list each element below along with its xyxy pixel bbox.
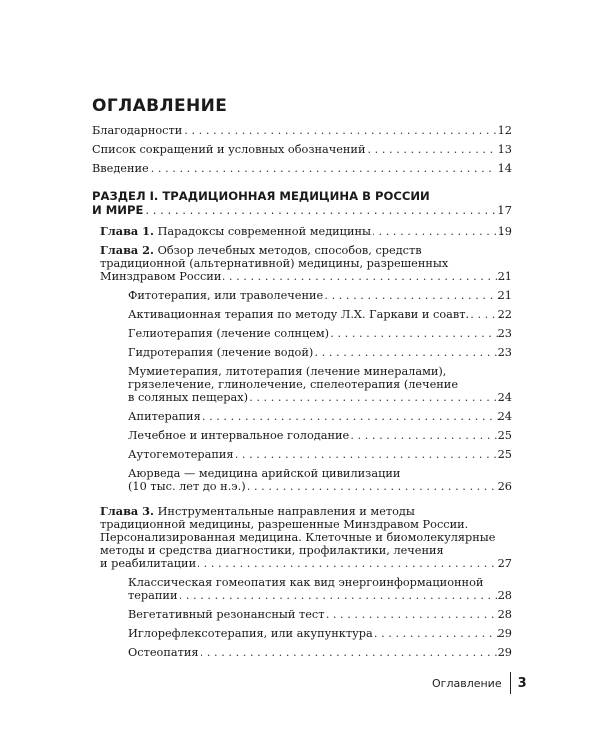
item-line3: в соляных пещерах) bbox=[128, 391, 249, 404]
toc-item-acupuncture[interactable] bbox=[92, 627, 512, 640]
chapter-prefix: Глава 3. bbox=[100, 504, 154, 518]
entry-page: 12 bbox=[497, 124, 512, 137]
toc-item-activation-therapy[interactable] bbox=[92, 308, 512, 321]
item-page: 29 bbox=[497, 646, 512, 659]
section-page: 17 bbox=[497, 203, 512, 217]
item-line2: терапии bbox=[128, 589, 178, 602]
toc-item-osteopathy[interactable] bbox=[92, 646, 512, 659]
item-label: Аутогемотерапия bbox=[128, 448, 234, 461]
item-label: Остеопатия bbox=[128, 646, 199, 659]
entry-label: Благодарности bbox=[92, 124, 183, 137]
item-line1: Аюрведа — медицина арийской цивилизации bbox=[128, 467, 401, 480]
entry-page: 13 bbox=[497, 143, 512, 156]
item-page: 24 bbox=[497, 391, 512, 404]
toc-item-autohemotherapy[interactable] bbox=[92, 448, 512, 461]
toc-chapter-3[interactable]: Глава 3. Инструментальные направления и методы традиционной медицины, разрешенные Минздравом России. Персонализированная медицина. Клеточные и биомолекулярные методы и средства диагностики, профилактики, лечения и реабилитации . . . 27 bbox=[92, 505, 512, 570]
chapter-line3: Персонализированная медицина. Клеточные и биомолекулярные bbox=[100, 531, 496, 544]
item-page: 29 bbox=[497, 627, 512, 640]
chapter-line1: Обзор лечебных методов, способов, средств bbox=[157, 244, 422, 257]
toc-chapter-2[interactable]: Глава 2. Обзор лечебных методов, способов, средств традиционной (альтернативной) медицины, разрешенных Минздравом России . . . 21 bbox=[92, 244, 512, 283]
item-label: Активационная терапия по методу Л.Х. Гаркави и соавт. bbox=[128, 308, 470, 321]
item-page: 28 bbox=[497, 589, 512, 602]
toc-item-vegetative-test[interactable] bbox=[92, 608, 512, 621]
item-label: Иглорефлексотерапия, или акупунктура bbox=[128, 627, 373, 640]
chapter-line2: традиционной медицины, разрешенные Минздравом России. bbox=[100, 518, 469, 531]
footer-divider bbox=[510, 672, 511, 694]
section-title-line2: И МИРЕ bbox=[92, 203, 144, 217]
item-label: Фитотерапия, или траволечение bbox=[128, 289, 324, 302]
item-page: 23 bbox=[497, 346, 512, 359]
item-label: Лечебное и интервальное голодание bbox=[128, 429, 350, 442]
item-page: 22 bbox=[497, 308, 512, 321]
item-page: 23 bbox=[497, 327, 512, 340]
toc-section-1[interactable] bbox=[92, 189, 512, 217]
item-label: Гелиотерапия (лечение солнцем) bbox=[128, 327, 330, 340]
page-footer bbox=[432, 672, 527, 694]
item-label: Апитерапия bbox=[128, 410, 201, 423]
item-page: 24 bbox=[497, 410, 512, 423]
item-page: 26 bbox=[497, 480, 512, 493]
toc-item-hydrotherapy[interactable] bbox=[92, 346, 512, 359]
section-title-line1: РАЗДЕЛ I. ТРАДИЦИОННАЯ МЕДИЦИНА В РОССИИ bbox=[92, 189, 430, 203]
chapter-line2: традиционной (альтернативной) медицины, разрешенных bbox=[100, 257, 449, 270]
item-line2: (10 тыс. лет до н.э.) bbox=[128, 480, 246, 493]
footer-running-title: Оглавление bbox=[432, 676, 502, 690]
chapter-line3: Минздравом России bbox=[100, 270, 222, 283]
chapter-line5: и реабилитации bbox=[100, 557, 197, 570]
chapter-line4: методы и средства диагностики, профилактики, лечения bbox=[100, 544, 444, 557]
chapter-prefix: Глава 1. bbox=[100, 224, 154, 238]
page-number: 3 bbox=[517, 675, 527, 691]
toc-item-phytotherapy[interactable] bbox=[92, 289, 512, 302]
toc-item-fasting[interactable] bbox=[92, 429, 512, 442]
entry-page: 14 bbox=[497, 162, 512, 175]
toc-title: ОГЛАВЛЕНИЕ bbox=[92, 96, 228, 116]
item-page: 25 bbox=[497, 429, 512, 442]
item-label: Вегетативный резонансный тест bbox=[128, 608, 325, 621]
chapter-prefix: Глава 2. bbox=[100, 243, 154, 257]
toc-item-homeopathy[interactable] bbox=[92, 576, 512, 602]
toc-item-mumietherapy[interactable] bbox=[92, 365, 512, 404]
item-line2: грязелечение, глинолечение, спелеотерапия (лечение bbox=[128, 378, 459, 391]
toc-entry-abbreviations[interactable] bbox=[92, 143, 512, 156]
toc-entry-acknowledgements[interactable] bbox=[92, 124, 512, 137]
entry-label: Список сокращений и условных обозначений bbox=[92, 143, 366, 156]
chapter-label: Парадоксы современной медицины bbox=[157, 225, 371, 238]
item-line1: Мумиетерапия, литотерапия (лечение минералами), bbox=[128, 365, 447, 378]
entry-label: Введение bbox=[92, 162, 149, 175]
chapter-line1: Инструментальные направления и методы bbox=[157, 505, 415, 518]
item-label: Гидротерапия (лечение водой) bbox=[128, 346, 314, 359]
toc-item-ayurveda[interactable] bbox=[92, 467, 512, 493]
toc-entry-introduction[interactable] bbox=[92, 162, 512, 175]
item-page: 25 bbox=[497, 448, 512, 461]
toc-item-heliotherapy[interactable] bbox=[92, 327, 512, 340]
item-page: 21 bbox=[497, 289, 512, 302]
item-line1: Классическая гомеопатия как вид энергоинформационной bbox=[128, 576, 484, 589]
item-page: 28 bbox=[497, 608, 512, 621]
toc-page bbox=[92, 96, 512, 665]
toc-chapter-1[interactable]: Глава 1. Парадоксы современной медицины . . . 19 bbox=[92, 225, 512, 238]
toc-item-apitherapy[interactable] bbox=[92, 410, 512, 423]
